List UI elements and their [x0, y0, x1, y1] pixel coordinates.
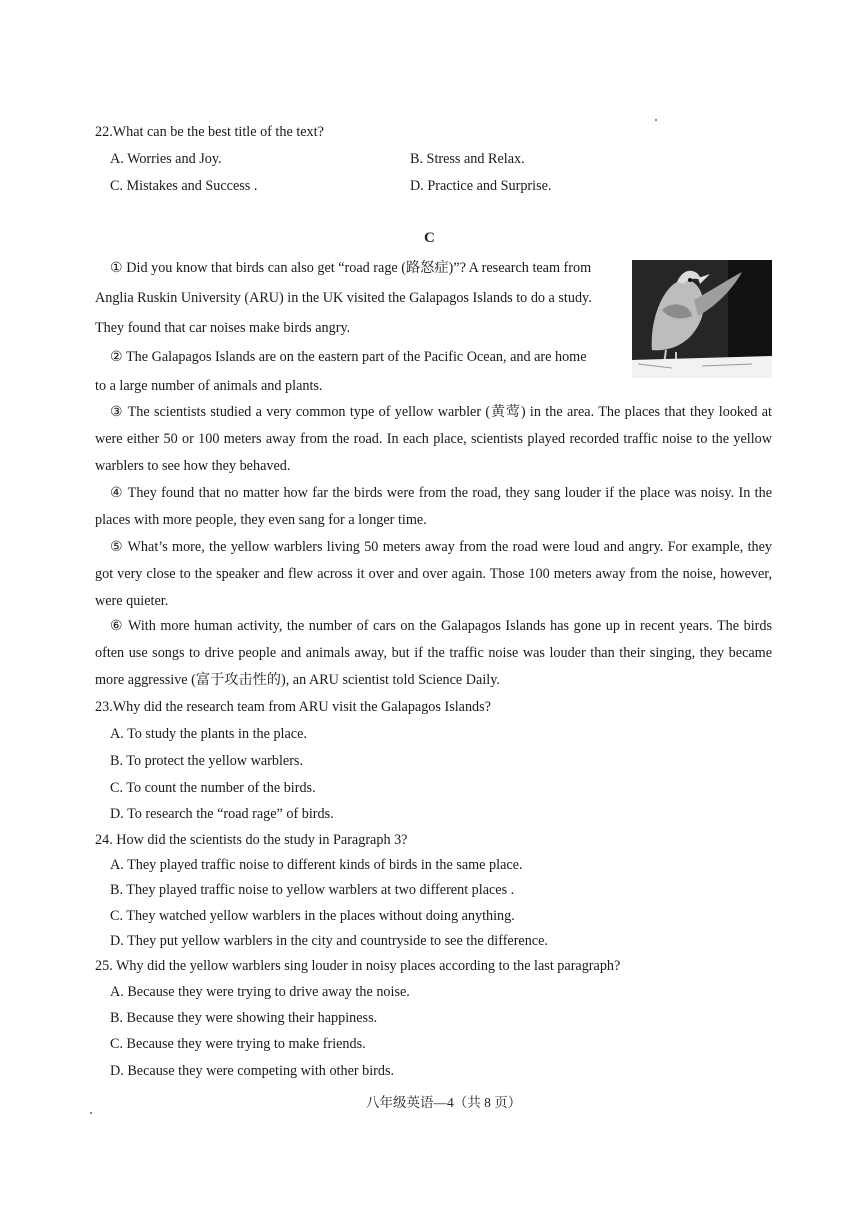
q24-option-c[interactable]: C. They watched yellow warblers in the places without doing anything. — [110, 908, 515, 924]
q22-option-a[interactable]: A. Worries and Joy. — [110, 151, 222, 167]
section-heading: C — [424, 230, 435, 246]
q25-option-b[interactable]: B. Because they were showing their happiness. — [110, 1010, 378, 1026]
para-3: ③ The scientists studied a very common type of yellow warbler (黄莺) in the area. The places that they looked at were either 50 or 100 meters away from the road. In each place, scientists played recorded traffic noise to the yellow warblers to see how they behaved. — [95, 404, 772, 474]
q23-option-a[interactable]: A. To study the plants in the place. — [110, 726, 307, 742]
scan-speck — [655, 119, 657, 121]
bird-illustration-icon — [632, 260, 772, 378]
bird-photo — [632, 260, 772, 378]
para-1-line-3: They found that car noises make birds angry. — [95, 320, 351, 336]
q22-option-c[interactable]: C. Mistakes and Success . — [110, 178, 258, 194]
q24-stem: 24. How did the scientists do the study in Paragraph 3? — [95, 832, 408, 848]
q22-option-b[interactable]: B. Stress and Relax. — [410, 151, 525, 167]
para-1-line-1: ① Did you know that birds can also get “road rage (路怒症)”? A research team from — [110, 260, 592, 276]
para-2-line-2: to a large number of animals and plants. — [95, 378, 323, 394]
q25-option-d[interactable]: D. Because they were competing with other birds. — [110, 1063, 395, 1079]
q25-option-c[interactable]: C. Because they were trying to make friends. — [110, 1036, 366, 1052]
para-4: ④ They found that no matter how far the birds were from the road, they sang louder if the place was noisy. In the places with more people, they even sang for a longer time. — [95, 485, 772, 528]
para-2-line-1: ② The Galapagos Islands are on the eastern part of the Pacific Ocean, and are home — [110, 349, 587, 365]
q25-stem: 25. Why did the yellow warblers sing louder in noisy places according to the last paragraph? — [95, 958, 621, 974]
page-footer: 八年级英语—4（共 8 页） — [366, 1095, 522, 1110]
q24-option-d[interactable]: D. They put yellow warblers in the city and countryside to see the difference. — [110, 933, 548, 949]
q24-option-a[interactable]: A. They played traffic noise to different kinds of birds in the same place. — [110, 857, 523, 873]
para-1-line-2: Anglia Ruskin University (ARU) in the UK visited the Galapagos Islands to do a study. — [95, 290, 592, 306]
q23-stem: 23.Why did the research team from ARU visit the Galapagos Islands? — [95, 699, 491, 715]
q23-option-d[interactable]: D. To research the “road rage” of birds. — [110, 806, 334, 822]
para-5: ⑤ What’s more, the yellow warblers living 50 meters away from the road were loud and angry. For example, they got very close to the speaker and flew across it over and over again. Those 100 meters away from the noise, however, were quieter. — [95, 539, 772, 609]
para-6: ⑥ With more human activity, the number of cars on the Galapagos Islands has gone up in recent years. The birds often use songs to drive people and animals away, but if the traffic noise was louder than their singing, they became more aggressive (富于攻击性的), an ARU scientist told Science Daily. — [95, 618, 772, 688]
q24-option-b[interactable]: B. They played traffic noise to yellow warblers at two different places . — [110, 882, 515, 898]
q23-option-b[interactable]: B. To protect the yellow warblers. — [110, 753, 303, 769]
q23-option-c[interactable]: C. To count the number of the birds. — [110, 780, 316, 796]
q25-option-a[interactable]: A. Because they were trying to drive away the noise. — [110, 984, 410, 1000]
q22-stem: 22.What can be the best title of the text? — [95, 124, 324, 140]
q22-option-d[interactable]: D. Practice and Surprise. — [410, 178, 552, 194]
scan-speck — [90, 1112, 92, 1114]
